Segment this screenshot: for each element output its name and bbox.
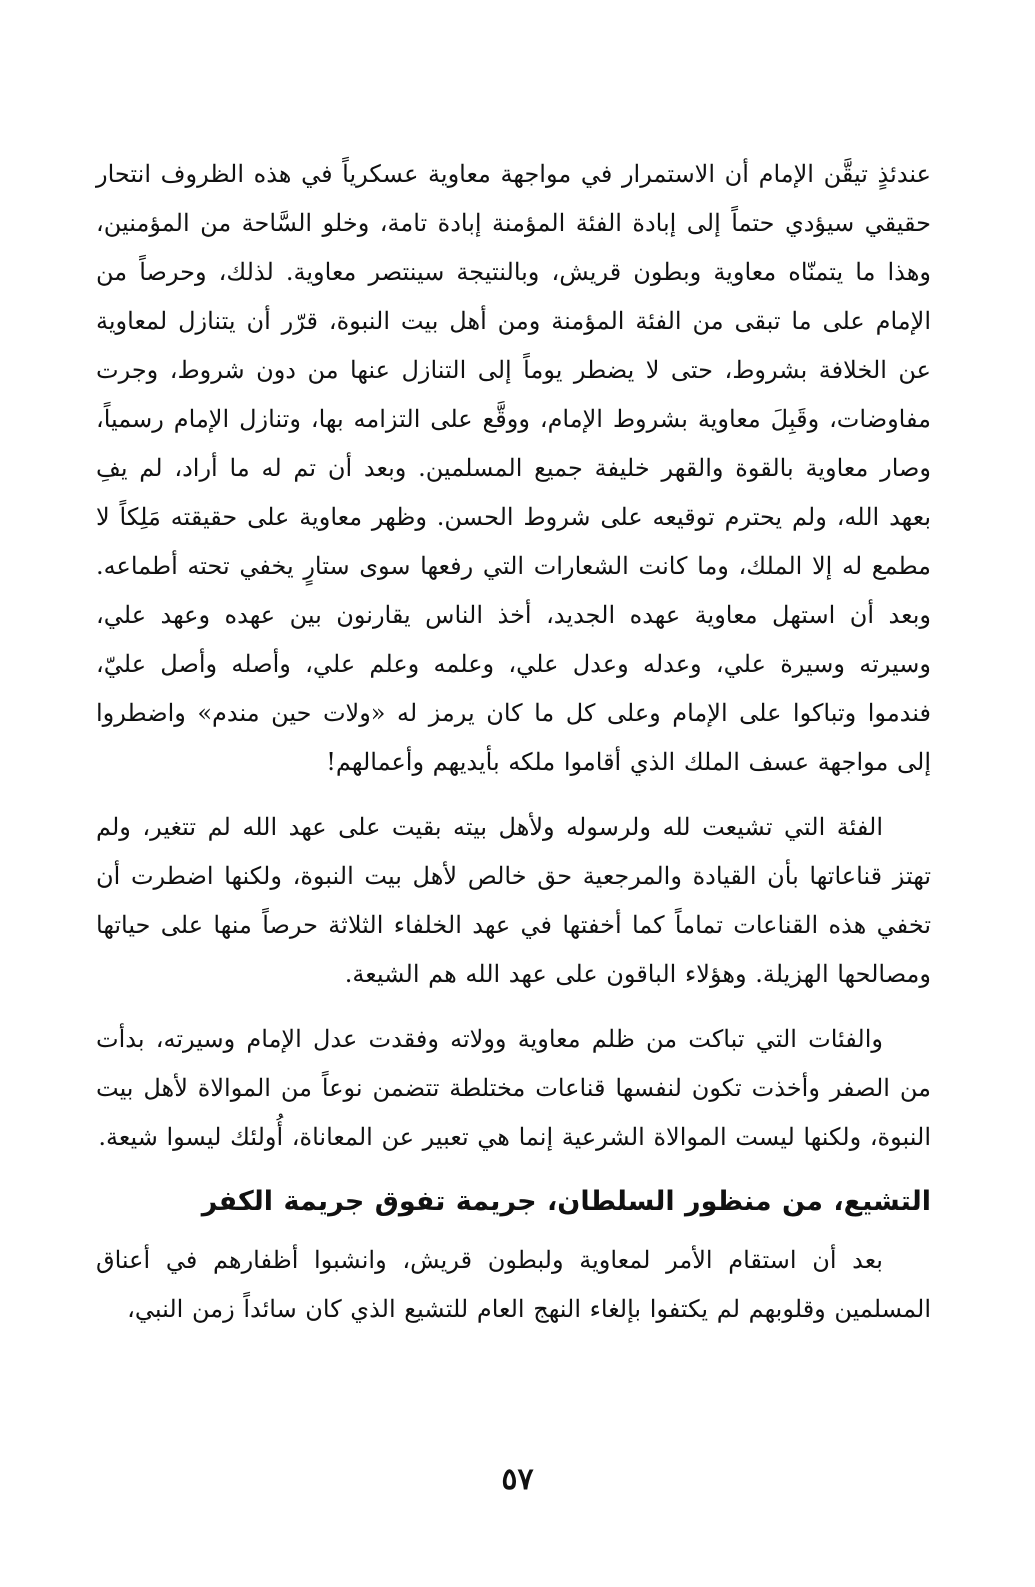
paragraph-1: عندئذٍ تيقَّن الإمام أن الاستمرار في مواجهة معاوية عسكرياً في هذه الظروف انتحار حقيقي سيؤدي حتماً إلى إبادة الفئة المؤمنة إبادة تامة، وخلو السَّاحة من المؤمنين، وهذا ما يتمنّاه معاوية وبطون قريش، وبالنتيجة سينتصر معاوية. لذلك، وحرصاً من الإمام على ما تبقى من الفئة المؤمنة ومن أهل بيت النبوة، قرّر أن يتنازل لمعاوية عن الخلافة بشروط، حتى لا يضطر يوماً إلى التنازل عنها من دون شروط، وجرت مفاوضات، وقَبِلَ معاوية بشروط الإمام، ووقَّع على التزامه بها، وتنازل الإمام رسمياً، وصار معاوية بالقوة والقهر خليفة جميع المسلمين. وبعد أن تم له ما أراد، لم يفِ بعهد الله، ولم يحترم توقيعه على شروط الحسن. وظهر معاوية على حقيقته مَلِكاً لا مطمع له إلا الملك، وما كانت الشعارات التي رفعها سوى ستارٍ يخفي تحته أطماعه. وبعد أن استهل معاوية عهده الجديد، أخذ الناس يقارنون بين عهده وعهد علي، وسيرته وسيرة علي، وعدله وعدل علي، وعلمه وعلم علي، وأصله وأصل عليّ، فندموا وتباكوا على الإمام وعلى كل ما كان يرمز له «ولات حين مندم» واضطروا إلى مواجهة عسف الملك الذي أقاموا ملكه بأيديهم وأعمالهم! — [96, 160, 931, 776]
section-heading: التشيع، من منظور السلطان، جريمة تفوق جريمة الكفر — [201, 1186, 931, 1217]
paragraph-3: والفئات التي تباكت من ظلم معاوية وولاته وفقدت عدل الإمام وسيرته، بدأت من الصفر وأخذت تكون لنفسها قناعات مختلطة تتضمن نوعاً من الموالاة لأهل بيت النبوة، ولكنها ليست الموالاة الشرعية إنما هي تعبير عن المعاناة، أُولئك ليسوا شيعة. — [96, 1025, 931, 1151]
page-number: ٥٧ — [501, 1462, 534, 1497]
paragraph-4: بعد أن استقام الأمر لمعاوية ولبطون قريش، وانشبوا أظفارهم في أعناق المسلمين وقلوبهم لم يكتفوا بإلغاء النهج العام للتشيع الذي كان سائداً زمن النبي، — [96, 1246, 931, 1323]
body-text — [96, 150, 931, 1350]
paragraph-2: الفئة التي تشيعت لله ولرسوله ولأهل بيته بقيت على عهد الله لم تتغير، ولم تهتز قناعاتها بأن القيادة والمرجعية حق خالص لأهل بيت النبوة، ولكنها اضطرت أن تخفي هذه القناعات تماماً كما أخفتها في عهد الخلفاء الثلاثة حرصاً منها على حياتها ومصالحها الهزيلة. وهؤلاء الباقون على عهد الله هم الشيعة. — [96, 813, 931, 988]
